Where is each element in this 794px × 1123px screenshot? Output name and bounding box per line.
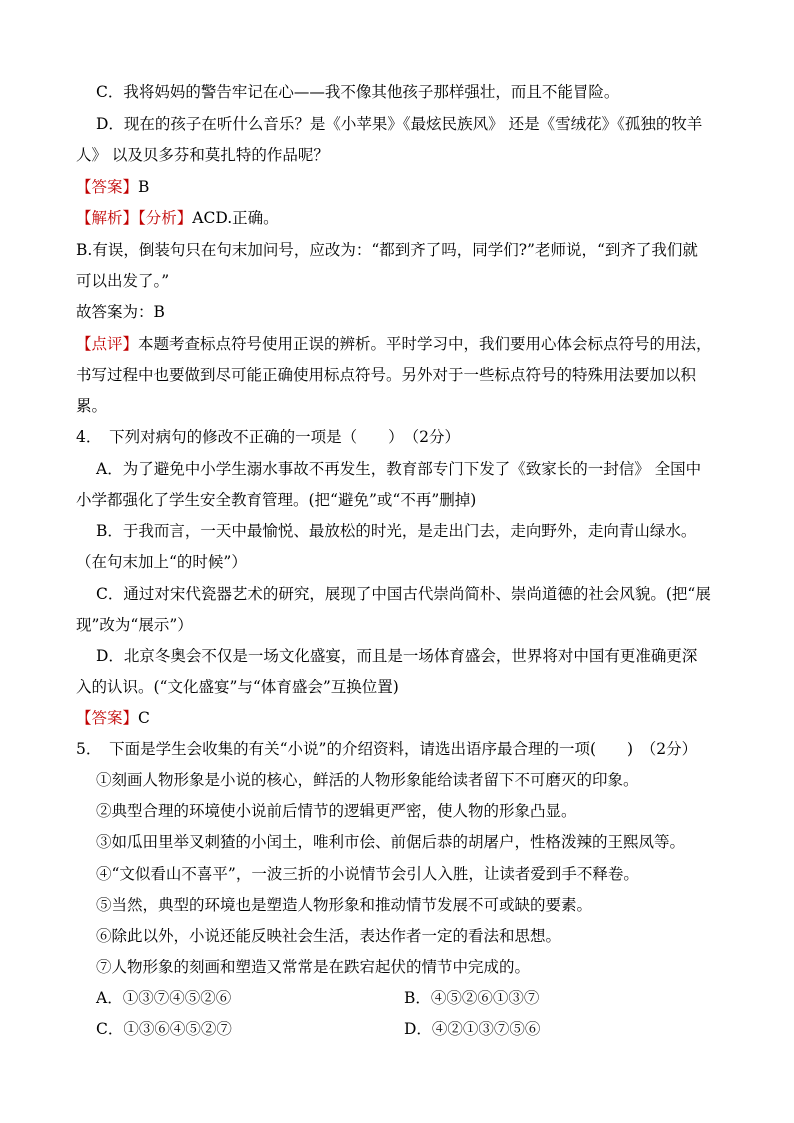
q4-option-c-line2: 现”改为“展示”） xyxy=(76,616,193,634)
q4-answer xyxy=(76,708,150,728)
q4-option-d-line2: 入的认识。(“文化盛宴”与“体育盛会”互换位置) xyxy=(76,678,399,696)
answer-tag: 【答案】 xyxy=(76,709,139,727)
q5-option-d: D．④②①③⑦⑤⑥ xyxy=(404,1020,541,1038)
q5-stem: 5． 下面是学生会收集的有关“小说”的介绍资料，请选出语序最合理的一项( ) （2分） xyxy=(76,740,698,758)
q5-sentence-3: ③如瓜田里举叉刺猹的小闰土，唯利市侩、前倨后恭的胡屠户，性格泼辣的王熙凤等。 xyxy=(96,833,686,851)
q4-option-d-line1: D．北京冬奥会不仅是一场文化盛宴，而且是一场体育盛会，世界将对中国有更准确更深 xyxy=(96,647,698,665)
analysis-text: ACD.正确。 xyxy=(192,209,279,227)
q5-sentence-6: ⑥除此以外，小说还能反映社会生活，表达作者一定的看法和思想。 xyxy=(96,927,562,945)
q3-conclusion: 故答案为：B xyxy=(76,303,165,321)
q5-sentence-2: ②典型合理的环境使小说前后情节的逻辑更严密，使人物的形象凸显。 xyxy=(96,802,577,820)
q3-option-d-line2: 人》 以及贝多芬和莫扎特的作品呢？ xyxy=(76,146,329,164)
q3-option-d-line1: D．现在的孩子在听什么音乐？是《小苹果》《最炫民族风》 还是《雪绒花》《孤独的牧羊 xyxy=(96,115,703,133)
q4-option-c-line1: C．通过对宋代瓷器艺术的研究，展现了中国古代崇尚简朴、崇尚道德的社会风貌。(把“展 xyxy=(96,585,711,603)
q4-option-b-line1: B．于我而言，一天中最愉悦、最放松的时光，是走出门去，走向野外，走向青山绿水。 xyxy=(96,522,697,540)
q4-option-a-line2: 小学都强化了学生安全教育管理。(把“避免”或“不再”删掉) xyxy=(76,491,477,509)
q5-option-b: B．④⑤②⑥①③⑦ xyxy=(404,989,540,1007)
q4-stem: 4． 下列对病句的修改不正确的一项是（ ） （2分） xyxy=(76,428,460,446)
q3-analysis xyxy=(76,208,279,228)
q3-comment-line1 xyxy=(76,334,712,354)
q3-analysis-b-line1: B.有误，倒装句只在句末加问号，应改为：“都到齐了吗，同学们?”老师说，“到齐了我们就 xyxy=(76,241,698,259)
q5-sentence-1: ①刻画人物形象是小说的核心，鲜活的人物形象能给读者留下不可磨灭的印象。 xyxy=(96,771,639,789)
q3-analysis-b-line2: 可以出发了。” xyxy=(76,272,170,290)
q3-comment-line2: 书写过程中也要做到尽可能正确使用标点符号。另外对于一些标点符号的特殊用法要加以积 xyxy=(76,366,697,384)
q5-sentence-4: ④“文似看山不喜平”，一波三折的小说情节会引人入胜，让读者爱到手不释卷。 xyxy=(96,865,639,883)
comment-text: 本题考查标点符号使用正误的辨析。平时学习中，我们要用心体会标点符号的用法， xyxy=(138,335,712,353)
analysis-tag: 【解析】 xyxy=(76,209,139,227)
q5-option-a: A．①③⑦④⑤②⑥ xyxy=(96,989,232,1007)
answer-value: C xyxy=(138,709,150,727)
analysis-subtag: 【分析】 xyxy=(138,209,193,227)
q4-option-b-line2: （在句末加上“的时候”） xyxy=(76,553,247,571)
answer-value: B xyxy=(138,178,150,196)
comment-tag: 【点评】 xyxy=(76,335,139,353)
q5-sentence-5: ⑤当然，典型的环境也是塑造人物形象和推动情节发展不可或缺的要素。 xyxy=(96,896,593,914)
q3-option-c: C．我将妈妈的警告牢记在心——我不像其他孩子那样强壮，而且不能冒险。 xyxy=(96,83,620,101)
q5-sentence-7: ⑦人物形象的刻画和塑造又常常是在跌宕起伏的情节中完成的。 xyxy=(96,958,531,976)
q3-answer xyxy=(76,177,149,197)
answer-tag: 【答案】 xyxy=(76,178,139,196)
q4-option-a-line1: A．为了避免中小学生溺水事故不再发生，教育部专门下发了《致家长的一封信》 全国中 xyxy=(96,460,702,478)
q3-comment-line3: 累。 xyxy=(76,397,108,415)
q5-option-c: C．①③⑥④⑤②⑦ xyxy=(96,1020,232,1038)
